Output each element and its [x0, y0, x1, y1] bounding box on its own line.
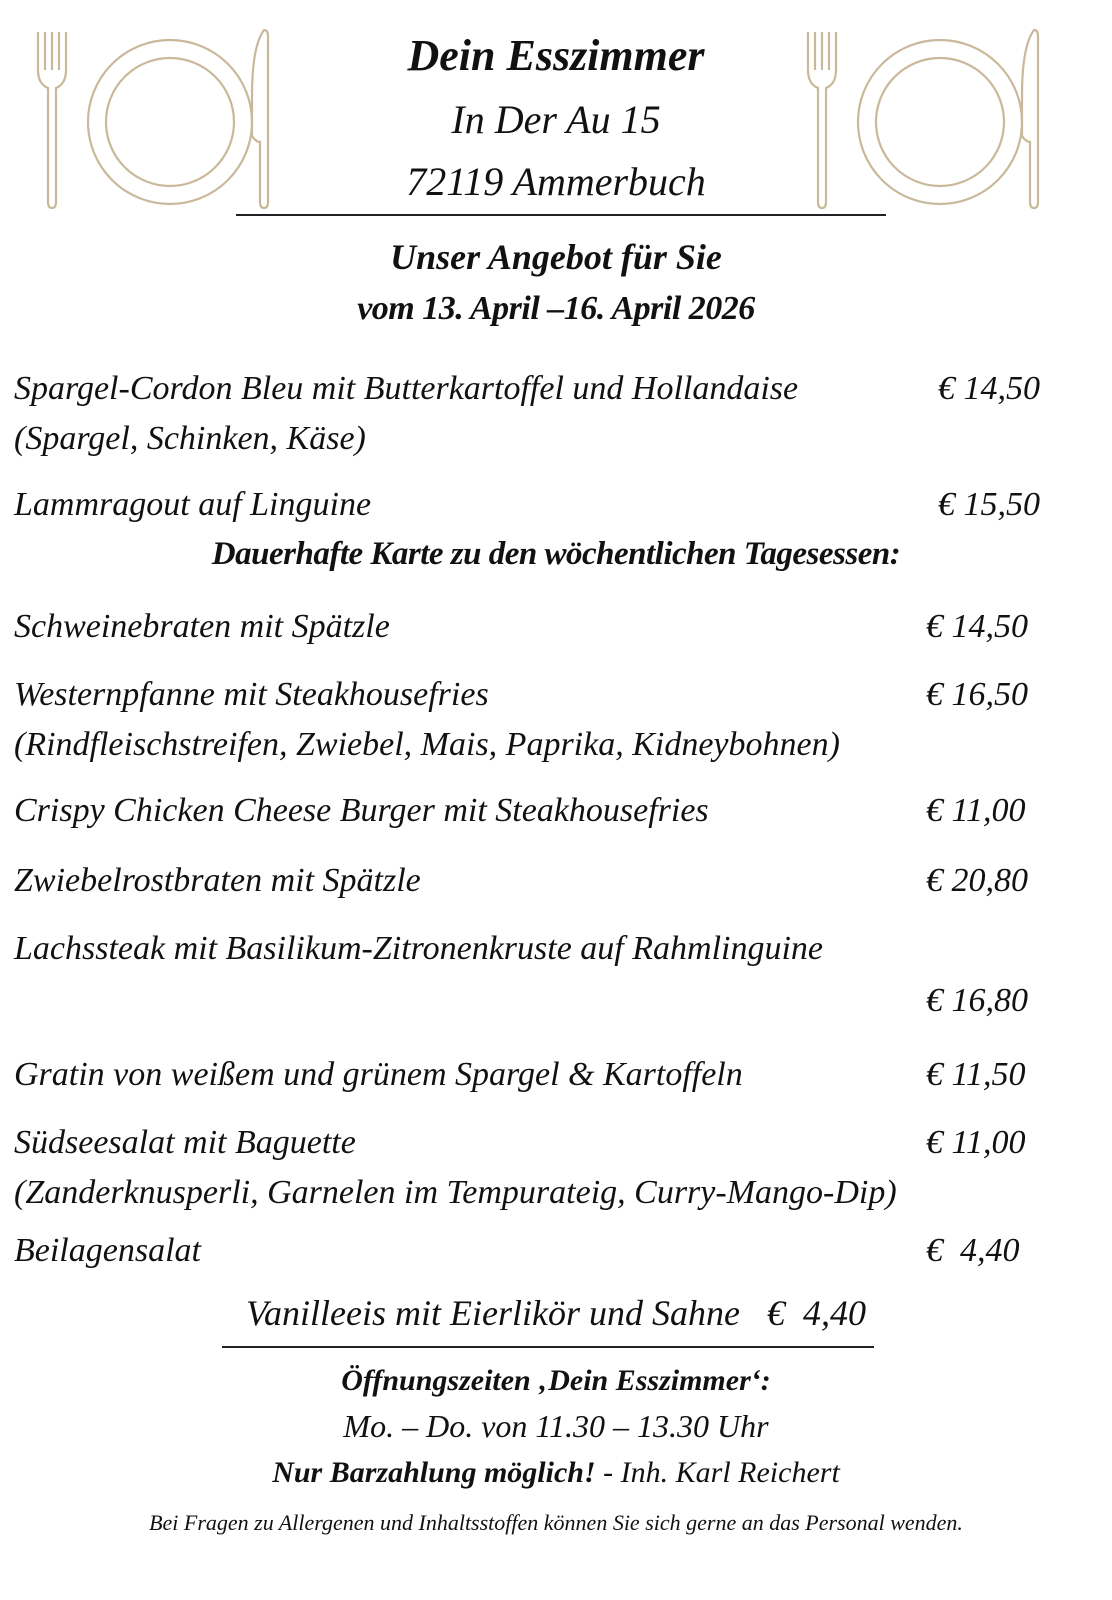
menu-item-detail: (Spargel, Schinken, Käse) — [14, 420, 366, 457]
menu-item-name: Südseesalat mit Baguette — [14, 1124, 356, 1161]
allergy-note: Bei Fragen zu Allergenen und Inhaltsstoffen können Sie sich gerne an das Personal wenden. — [149, 1510, 963, 1535]
restaurant-city: 72119 Ammerbuch — [406, 159, 706, 204]
menu-item-price: € 15,50 — [938, 486, 1040, 523]
menu-item-name: Schweinebraten mit Spätzle — [14, 608, 390, 645]
offer-date-range: vom 13. April –16. April 2026 — [357, 290, 755, 327]
offer-heading: Unser Angebot für Sie — [390, 237, 722, 277]
payment-owner-line — [0, 1456, 1112, 1490]
menu-item-price: € 16,50 — [926, 676, 1028, 713]
restaurant-name: Dein Esszimmer — [407, 31, 705, 80]
menu-item-name: Westernpfanne mit Steakhousefries — [14, 676, 489, 713]
footer-divider — [222, 1346, 874, 1348]
menu-item-name: Gratin von weißem und grünem Spargel & Kartoffeln — [14, 1056, 743, 1093]
menu-item-detail: (Zanderknusperli, Garnelen im Tempurateig, Curry-Mango-Dip) — [14, 1174, 897, 1211]
owner-note: - Inh. Karl Reichert — [595, 1456, 840, 1489]
permanent-menu-heading: Dauerhafte Karte zu den wöchentlichen Tagesessen: — [211, 536, 901, 572]
menu-item-detail: (Rindfleischstreifen, Zwiebel, Mais, Paprika, Kidneybohnen) — [14, 726, 840, 763]
header-divider — [236, 214, 886, 216]
dessert-line: Vanilleeis mit Eierlikör und Sahne € 4,40 — [246, 1293, 866, 1333]
menu-item-name: Crispy Chicken Cheese Burger mit Steakhousefries — [14, 792, 709, 829]
menu-item-price: € 11,00 — [926, 1124, 1026, 1161]
menu-item-price: € 20,80 — [926, 862, 1028, 899]
menu-item-price: € 11,50 — [926, 1056, 1026, 1093]
menu-item-name: Beilagensalat — [14, 1232, 201, 1269]
opening-hours-heading: Öffnungszeiten ‚Dein Esszimmer‘: — [341, 1364, 771, 1397]
menu-item-price: € 11,00 — [926, 792, 1026, 829]
payment-note: Nur Barzahlung möglich! — [272, 1456, 596, 1489]
menu-item-price: € 14,50 — [938, 370, 1040, 407]
menu-item-name: Lachssteak mit Basilikum-Zitronenkruste auf Rahmlinguine — [14, 930, 823, 967]
restaurant-street: In Der Au 15 — [451, 97, 661, 142]
menu-item-name: Spargel-Cordon Bleu mit Butterkartoffel und Hollandaise — [14, 370, 799, 407]
menu-item-price: € 4,40 — [926, 1232, 1020, 1269]
menu-item-name: Zwiebelrostbraten mit Spätzle — [14, 862, 421, 899]
opening-hours: Mo. – Do. von 11.30 – 13.30 Uhr — [343, 1408, 769, 1444]
menu-item-price: € 14,50 — [926, 608, 1028, 645]
menu-item-name: Lammragout auf Linguine — [14, 486, 372, 523]
menu-item-price: € 16,80 — [926, 982, 1028, 1019]
